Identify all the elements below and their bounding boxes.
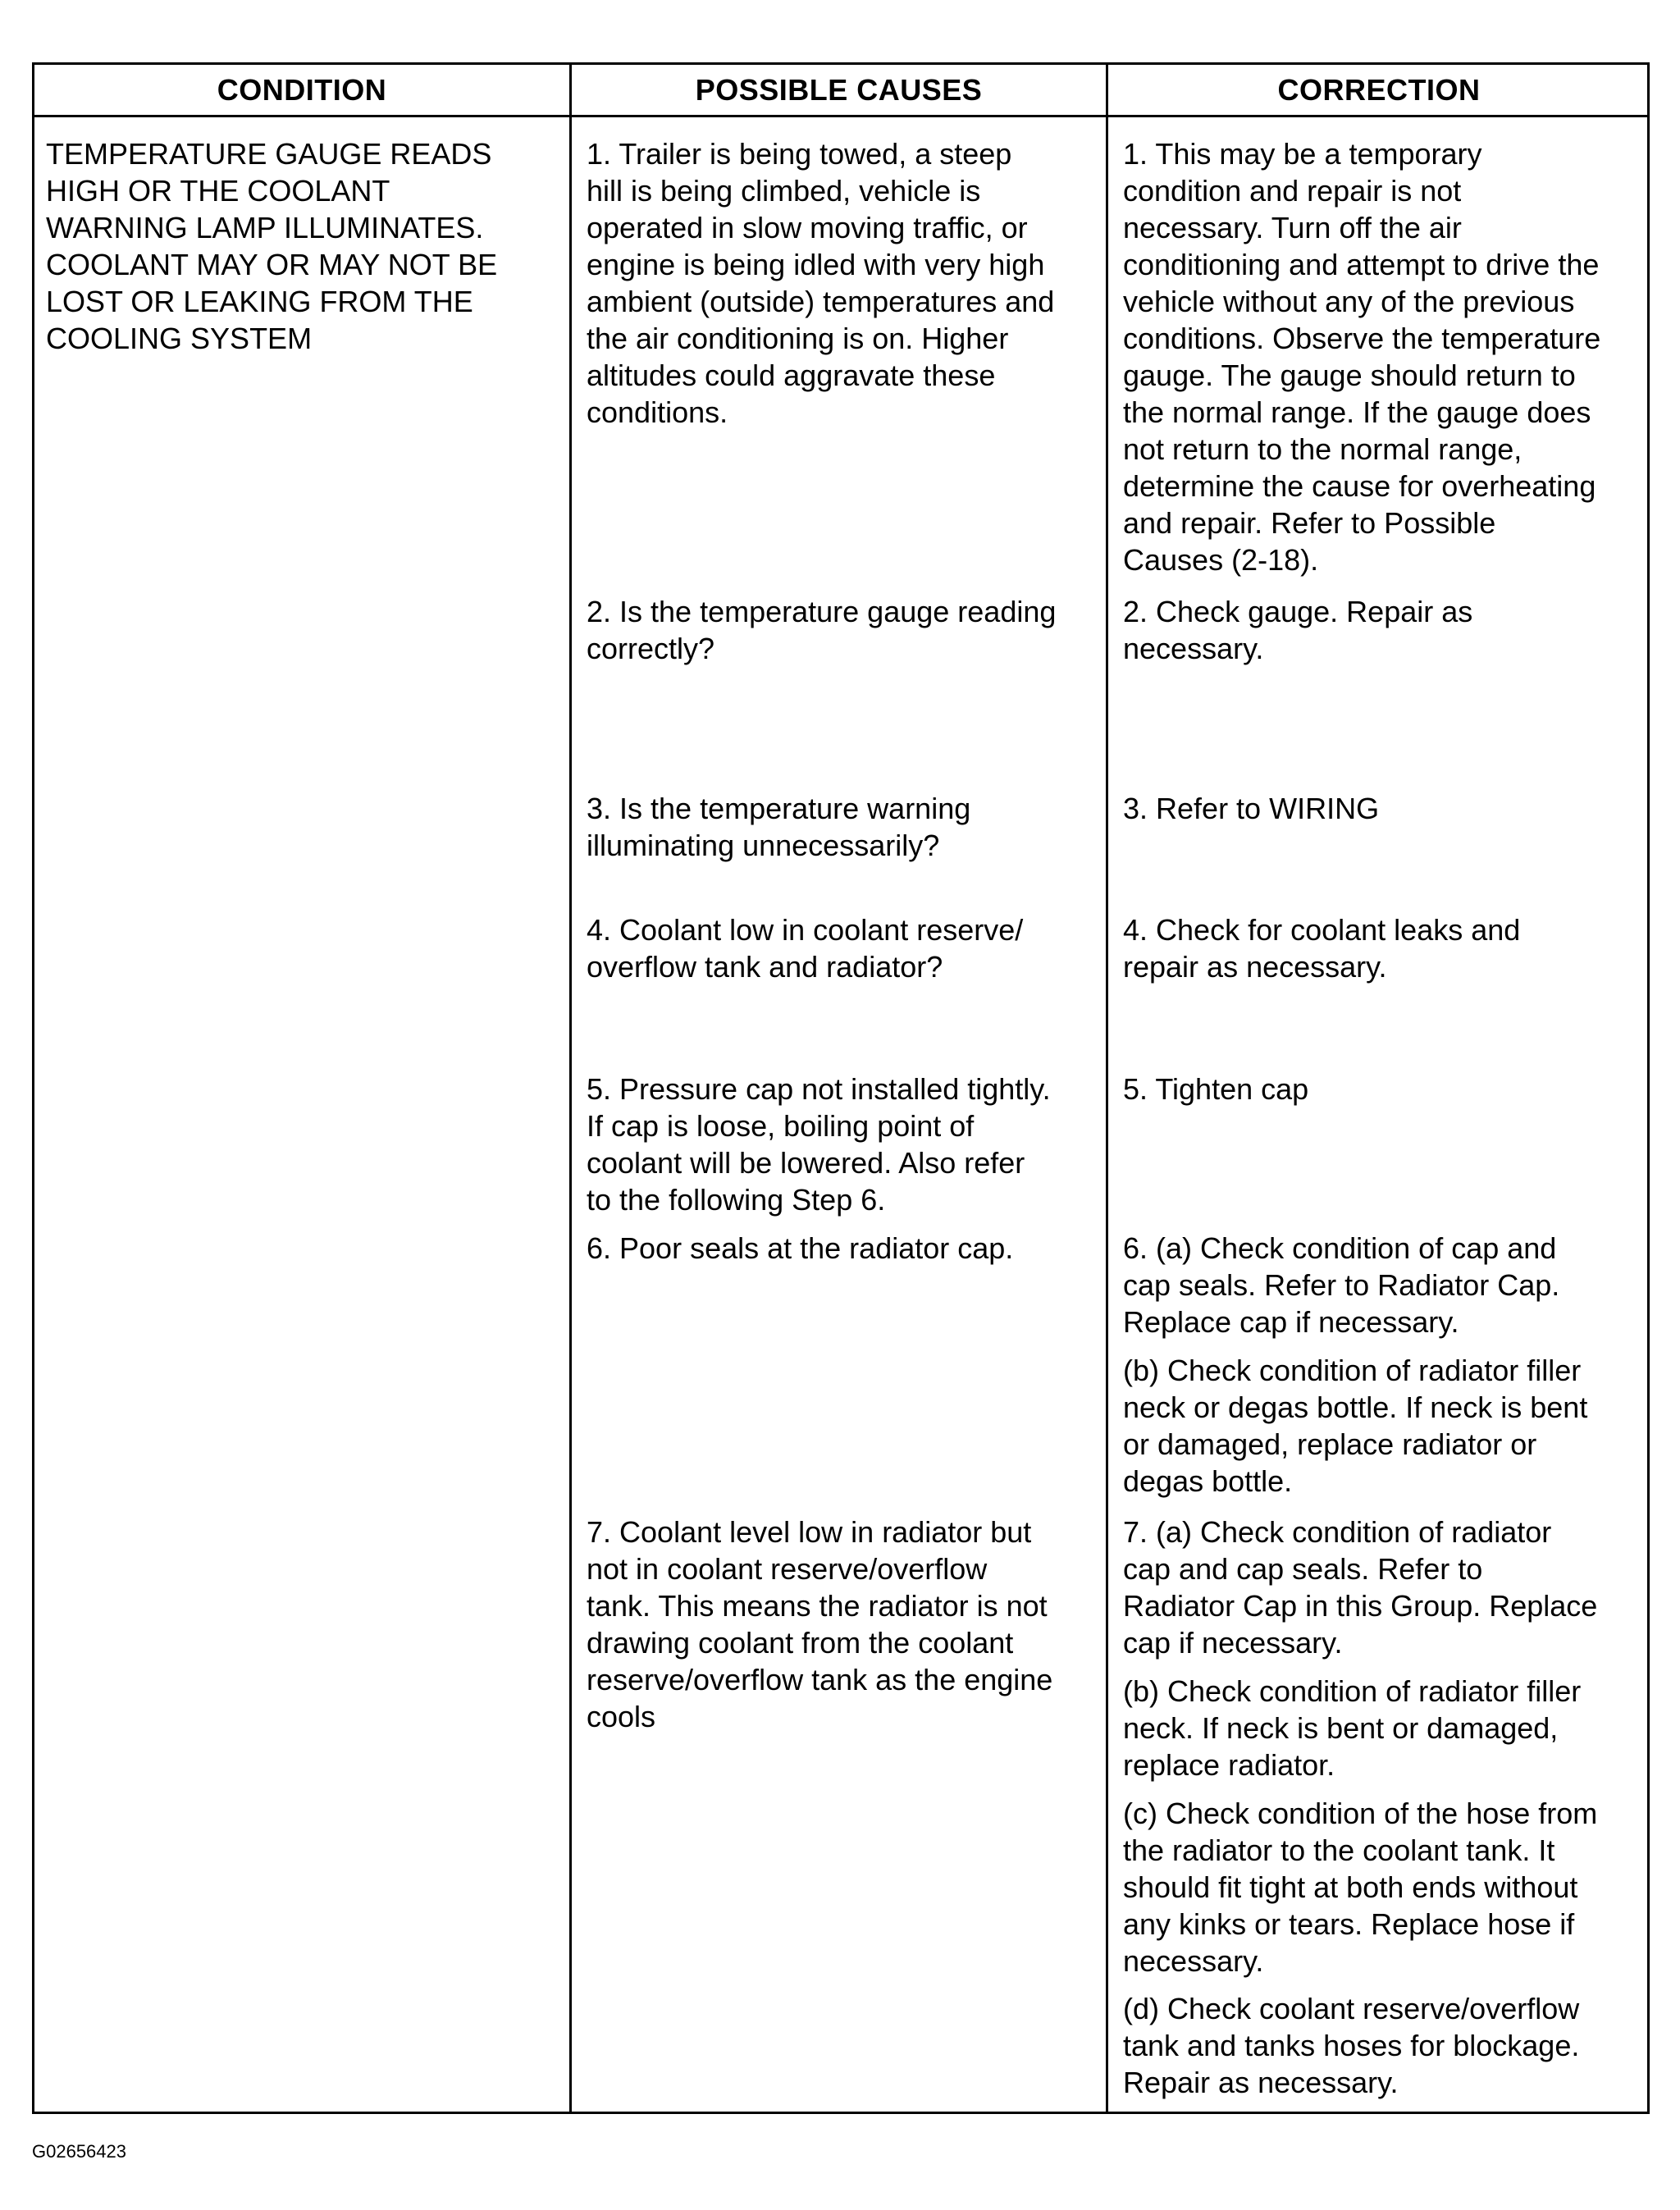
cause-5: 5. Pressure cap not installed tightly. If cap is loose, boiling point of coolant will be lowered. Also refer to the following Step 6.	[587, 1072, 1051, 1217]
correction-1: 1. This may be a temporary condition and repair is not necessary. Turn off the air conditioning and attempt to drive the vehicle without any of the previous conditions. Observe the temperature gauge. The gauge should return to the normal range. If the gauge does not return to the normal range, determine the cause for overheating and repair. Refer to Possible Causes (2-18).	[1123, 137, 1601, 577]
diagnosis-table	[32, 62, 1650, 2114]
cause-7: 7. Coolant level low in radiator but not in coolant reserve/overflow tank. This means the radiator is not drawing coolant from the coolant reserve/overflow tank as the engine cools	[587, 1515, 1053, 1733]
cause-3: 3. Is the temperature warning illuminating unnecessarily?	[587, 792, 971, 862]
column-divider	[1106, 65, 1108, 2112]
correction-6b: (b) Check condition of radiator filler neck or degas bottle. If neck is bent or damaged, replace radiator or degas bottle.	[1123, 1354, 1588, 1498]
correction-3: 3. Refer to WIRING	[1123, 792, 1380, 825]
cause-4: 4. Coolant low in coolant reserve/ overflow tank and radiator?	[587, 913, 1024, 984]
cause-2: 2. Is the temperature gauge reading correctly?	[587, 595, 1057, 665]
header-correction: CORRECTION	[1277, 72, 1481, 107]
correction-7d: (d) Check coolant reserve/overflow tank and tanks hoses for blockage. Repair as necessary.	[1123, 1992, 1580, 2099]
condition-text: TEMPERATURE GAUGE READS HIGH OR THE COOLANT WARNING LAMP ILLUMINATES. COOLANT MAY OR MAY NOT BE LOST OR LEAKING FROM THE COOLING SYSTEM	[46, 137, 498, 355]
correction-7c: (c) Check condition of the hose from the radiator to the coolant tank. It should fit tight at both ends without any kinks or tears. Replace hose if necessary.	[1123, 1797, 1598, 1978]
figure-code: G02656423	[32, 2141, 126, 2162]
correction-7b: (b) Check condition of radiator filler neck. If neck is bent or damaged, replace radiator.	[1123, 1674, 1582, 1782]
correction-7a: 7. (a) Check condition of radiator cap and cap seals. Refer to Radiator Cap in this Group. Replace cap if necessary.	[1123, 1515, 1598, 1660]
cause-6: 6. Poor seals at the radiator cap.	[587, 1231, 1014, 1265]
header-condition: CONDITION	[217, 72, 387, 107]
header-possible-causes: POSSIBLE CAUSES	[695, 72, 983, 107]
cause-1: 1. Trailer is being towed, a steep hill is being climbed, vehicle is operated in slow moving traffic, or engine is being idled with very high ambient (outside) temperatures and the air conditioning is on. Higher altitudes could aggravate these conditions.	[587, 137, 1055, 429]
correction-6a: 6. (a) Check condition of cap and cap seals. Refer to Radiator Cap. Replace cap if necessary.	[1123, 1231, 1560, 1339]
correction-4: 4. Check for coolant leaks and repair as necessary.	[1123, 913, 1521, 984]
correction-2: 2. Check gauge. Repair as necessary.	[1123, 595, 1473, 665]
header-divider	[34, 115, 1647, 117]
correction-5: 5. Tighten cap	[1123, 1072, 1309, 1106]
column-divider	[569, 65, 572, 2112]
